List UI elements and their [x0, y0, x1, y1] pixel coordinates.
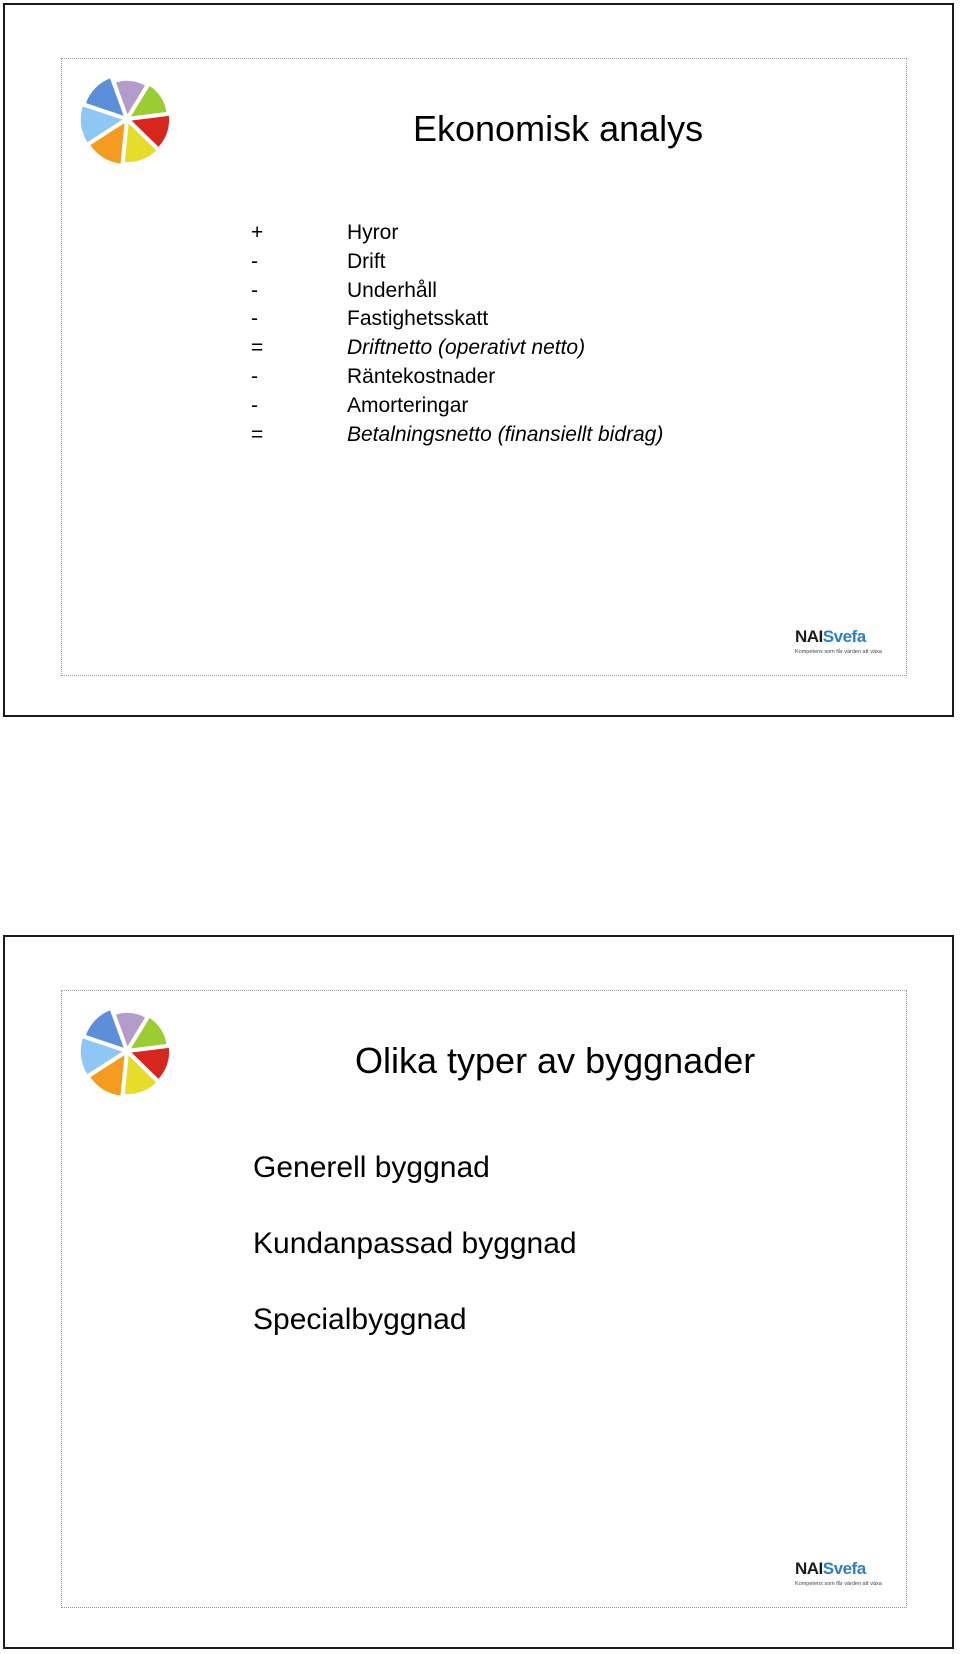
- logo-brand-a: NAI: [795, 1559, 823, 1578]
- calc-label: Amorteringar: [347, 393, 469, 417]
- calc-label: Driftnetto (operativt netto): [347, 336, 586, 360]
- nai-svefa-logo: [795, 627, 890, 659]
- logo-brand-a: NAI: [795, 627, 823, 646]
- list-item: Generell byggnad: [253, 1151, 490, 1184]
- list-item: Kundanpassad byggnad: [253, 1227, 577, 1260]
- calc-symbol: -: [251, 364, 258, 388]
- pie-chart-logo-icon: [77, 69, 177, 169]
- logo-brand-b: Svefa: [822, 627, 866, 646]
- calc-label: Underhåll: [347, 278, 437, 302]
- slide-ekonomisk-analys: [3, 3, 954, 717]
- list-item: Specialbyggnad: [253, 1303, 467, 1336]
- calc-symbol: =: [251, 336, 264, 360]
- pie-chart-logo-icon: [77, 1001, 177, 1101]
- calc-label: Räntekostnader: [347, 364, 496, 388]
- calc-symbol: -: [251, 393, 258, 417]
- calc-label: Betalningsnetto (finansiellt bidrag): [347, 422, 664, 446]
- slide-title: Olika typer av byggnader: [355, 1040, 756, 1081]
- slide-title: Ekonomisk analys: [413, 108, 704, 149]
- calc-label: Fastighetsskatt: [347, 307, 489, 331]
- nai-svefa-logo: [795, 1559, 890, 1591]
- calc-symbol: -: [251, 278, 258, 302]
- calc-symbol: -: [251, 249, 258, 273]
- logo-tagline: Kompetens som får värden att växa: [795, 1581, 882, 1587]
- logo-tagline: Kompetens som får värden att växa: [795, 649, 882, 655]
- slide-olika-typer: [3, 935, 954, 1649]
- calc-label: Drift: [347, 249, 386, 273]
- calc-symbol: -: [251, 307, 258, 331]
- calc-symbol: =: [251, 422, 264, 446]
- calc-symbol: +: [251, 221, 264, 244]
- building-type-list: [253, 1151, 577, 1379]
- logo-brand-b: Svefa: [822, 1559, 866, 1578]
- calc-label: Hyror: [347, 221, 399, 244]
